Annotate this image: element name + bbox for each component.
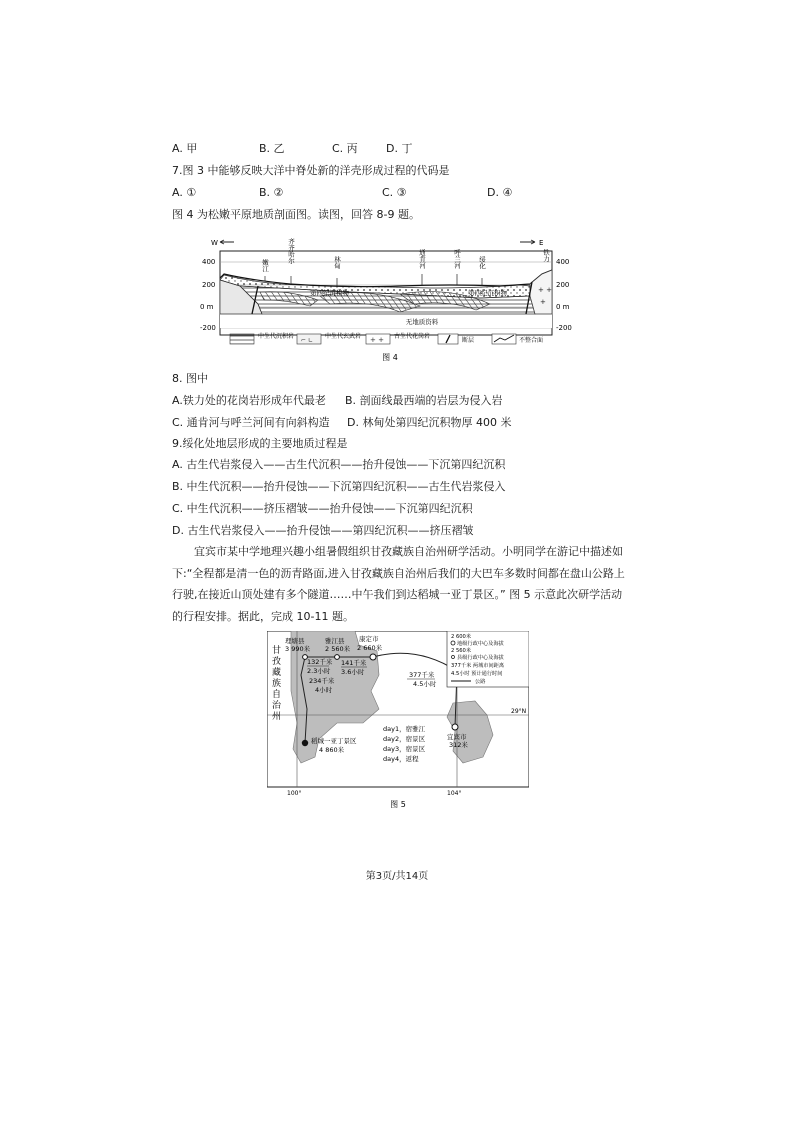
- q7-stem: 7.图 3 中能够反映大洋中脊处新的洋壳形成过程的代码是: [172, 164, 450, 177]
- passage-paragraph: [172, 541, 628, 627]
- q9-option-c: C. 中生代沉积——挤压褶皱——抬升侵蚀——下沉第四纪沉积: [172, 502, 473, 515]
- ytick-left-200: 200: [202, 281, 216, 289]
- no-data-label: 无地质资料: [405, 318, 439, 326]
- q8-option-a: A.铁力处的花岗岩形成年代最老: [172, 394, 326, 407]
- legend-alt-2: 2 560米: [451, 648, 472, 654]
- no-data-zone: [220, 314, 552, 328]
- q7-option-a: A. ①: [172, 186, 197, 199]
- seg3-time: 4小时: [315, 686, 333, 694]
- seg1-dist: 132千米: [307, 658, 333, 666]
- legend-fault: 断层: [462, 337, 475, 344]
- yibin-marker: [452, 724, 458, 730]
- kangding-alt: 2 660米: [357, 644, 383, 652]
- figure-5-route-map: [267, 631, 529, 811]
- legend-time: 4.5小时 预计通行时间: [451, 671, 503, 677]
- seg2-time: 3.6小时: [341, 668, 365, 676]
- place-hulan: 呼兰河: [453, 249, 461, 269]
- seg1-time: 2.3小时: [307, 667, 331, 675]
- place-suihua: 绥化: [478, 256, 486, 269]
- place-qiqihar: 齐齐哈尔: [287, 238, 295, 264]
- daocheng-alt: 4 860米: [319, 746, 345, 754]
- legend-prefecture: 地级行政中心及海拔: [457, 641, 504, 647]
- daocheng-marker: [302, 740, 308, 746]
- yajiang-name: 雅江县: [325, 637, 345, 645]
- legend-mesozoic-basalt: 中生代玄武岩: [325, 333, 362, 340]
- q7-option-b: B. ②: [259, 186, 284, 199]
- ytick-left-minus200: -200: [200, 324, 216, 332]
- place-nenjiang: 嫩江: [261, 259, 269, 272]
- legend-mesozoic-sed: 中生代沉积岩: [258, 333, 295, 340]
- legend-county-icon: [452, 656, 455, 659]
- ytick-left-400: 400: [202, 258, 216, 266]
- yibin-alt: 312米: [449, 741, 468, 749]
- lat-label: 29°N: [511, 708, 527, 715]
- litang-name: 理塘县: [285, 637, 305, 645]
- figure4-caption: 图 4: [382, 353, 398, 362]
- q6-option-b: B. 乙: [259, 142, 285, 155]
- arrow-west-icon: [220, 240, 234, 244]
- place-tieli: 铁力: [542, 249, 550, 262]
- q7-option-d: D. ④: [487, 186, 513, 199]
- itinerary-day3: day3，宿景区: [383, 745, 426, 753]
- seg4-time: 4.5小时: [413, 680, 437, 688]
- yajiang-marker: [335, 655, 340, 660]
- figure5-legend: [447, 631, 529, 687]
- quaternary-label-right: 第四纪沉积物: [468, 289, 507, 297]
- itinerary-day1: day1，宿雅江: [383, 725, 426, 733]
- legend-alt-1: 2 600米: [451, 634, 472, 640]
- arrow-east-icon: [520, 240, 535, 244]
- legend-road: 公路: [475, 679, 486, 685]
- lon-label-1: 100°: [287, 790, 302, 797]
- daocheng-name: 稻城一亚丁景区: [311, 737, 357, 745]
- itinerary-day2: day2，宿景区: [383, 735, 426, 743]
- seg2-dist: 141千米: [341, 659, 367, 667]
- itinerary-day4: day4，返程: [383, 755, 419, 763]
- place-lindian: 林甸: [333, 256, 341, 269]
- granite-plus-mark: + +: [538, 286, 552, 294]
- q8-option-b: B. 剖面线最西端的岩层为侵入岩: [345, 394, 503, 407]
- ytick-left-0: 0 m: [200, 303, 214, 311]
- q8-option-c: C. 通肯河与呼兰河间有向斜构造: [172, 416, 330, 429]
- q8-stem: 8. 图中: [172, 372, 208, 385]
- ytick-right-200: 200: [556, 281, 570, 289]
- q6-option-d: D. 丁: [386, 142, 413, 155]
- q9-option-d: D. 古生代岩浆侵入——抬升侵蚀——第四纪沉积——挤压褶皱: [172, 524, 474, 537]
- q9-stem: 9.绥化处地层形成的主要地质过程是: [172, 437, 348, 450]
- quaternary-label-left: 第四纪沉积物: [310, 289, 349, 297]
- kangding-name: 康定市: [359, 635, 379, 643]
- region-name: 甘孜藏族自治州: [270, 645, 280, 722]
- seg3-dist: 234千米: [309, 677, 335, 685]
- figure-4-cross-section: [200, 234, 580, 364]
- dir-e-label: E: [539, 239, 544, 247]
- ytick-right-minus200: -200: [556, 324, 572, 332]
- page-number: 第3页/共14页: [365, 871, 429, 882]
- q7-option-c: C. ③: [382, 186, 407, 199]
- yibin-name: 宜宾市: [447, 733, 467, 741]
- svg-text:⌐ ∟: ⌐ ∟: [301, 337, 313, 344]
- ytick-right-400: 400: [556, 258, 570, 266]
- q9-option-b: B. 中生代沉积——抬升侵蚀——下沉第四纪沉积——古生代岩浆侵入: [172, 480, 506, 493]
- legend-distance: 377千米 两城市间距离: [451, 663, 505, 669]
- litang-alt: 3 990米: [285, 645, 311, 653]
- q9-option-a: A. 古生代岩浆侵入——古生代沉积——抬升侵蚀——下沉第四纪沉积: [172, 458, 506, 471]
- legend-county: 县级行政中心及海拔: [457, 655, 504, 661]
- lon-label-2: 104°: [447, 790, 462, 797]
- seg4-dist: 377千米: [409, 671, 435, 679]
- yajiang-alt: 2 560米: [325, 645, 351, 653]
- q6-option-c: C. 丙: [332, 142, 358, 155]
- legend-paleozoic-granite: 古生代花岗岩: [394, 333, 431, 340]
- legend-unconformity: 不整合面: [519, 337, 544, 344]
- figure5-caption: 图 5: [390, 800, 406, 809]
- kangding-marker: [370, 654, 376, 660]
- intro-8-9: 图 4 为松嫩平原地质剖面图。读图，回答 8-9 题。: [172, 208, 420, 221]
- ytick-right-0: 0 m: [556, 303, 570, 311]
- figure4-legend: [230, 332, 543, 344]
- granite-plus-mark-2: +: [540, 298, 546, 306]
- legend-prefecture-icon: [451, 641, 455, 645]
- q6-option-a: A. 甲: [172, 142, 198, 155]
- place-tongken: 通肯河: [418, 249, 426, 269]
- q8-option-d: D. 林甸处第四纪沉积物厚 400 米: [347, 416, 512, 429]
- passage-text: 宜宾市某中学地理兴趣小组暑假组织甘孜藏族自治州研学活动。小明同学在游记中描述如下:“全程都是清一色的沥青路面,进入甘孜藏族自治州后我们的大巴车多数时间都在盘山公路上行驶,在接近山顶处建有多个隧道……中午我们到达稻城一亚丁景区。” 图 5 示意此次研学活动的行程安排。据此，完成 10-11 题。: [172, 545, 625, 623]
- dir-w-label: W: [211, 239, 218, 247]
- svg-text:+ +: + +: [370, 336, 384, 344]
